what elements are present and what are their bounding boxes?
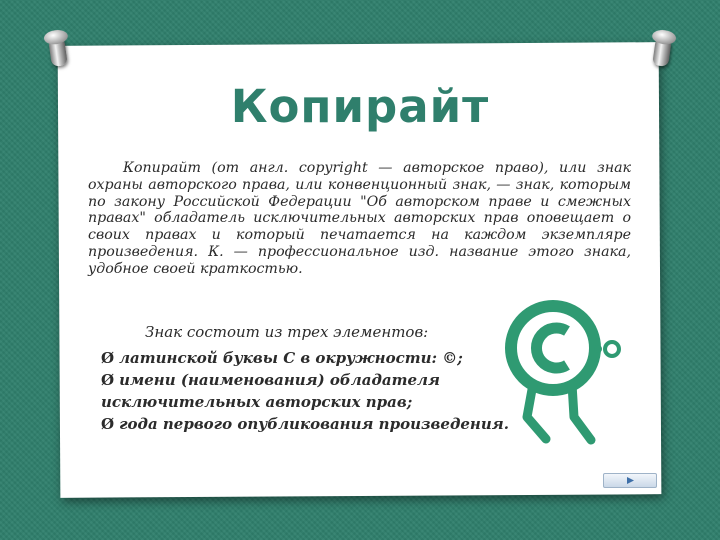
bullet-icon: Ø bbox=[101, 415, 115, 433]
list-intro: Знак состоит из трех элементов: bbox=[145, 323, 429, 341]
play-arrow-icon bbox=[626, 476, 635, 485]
pushpin-icon bbox=[652, 37, 672, 67]
copyright-walking-character-icon bbox=[500, 300, 630, 454]
list-item: Ø года первого опубликования произведения. bbox=[101, 415, 509, 433]
elements-list bbox=[101, 347, 509, 435]
list-item-continuation: исключительных авторских прав; bbox=[101, 393, 413, 411]
slide-title: Копирайт bbox=[230, 80, 490, 133]
list-item: Ø латинской буквы С в окружности: ©; bbox=[101, 349, 463, 367]
definition-paragraph: Копирайт (от англ. copyright — авторское право), или знак охраны авторского права, или конвенционный знак, — знак, которым по закону Российской Федерации "Об авторском праве и смежных правах" обладатель исключительных авторских прав оповещает о своих правах и который печатается на каждом экземпляре произведения. К. — профессиональное изд. название этого знака, удобное своей краткостью. bbox=[88, 160, 631, 277]
bullet-icon: Ø bbox=[101, 371, 115, 389]
next-slide-button[interactable] bbox=[603, 473, 657, 488]
bullet-icon: Ø bbox=[101, 349, 115, 367]
pushpin-icon bbox=[48, 37, 68, 67]
list-item: Ø имени (наименования) обладателя bbox=[101, 371, 440, 389]
